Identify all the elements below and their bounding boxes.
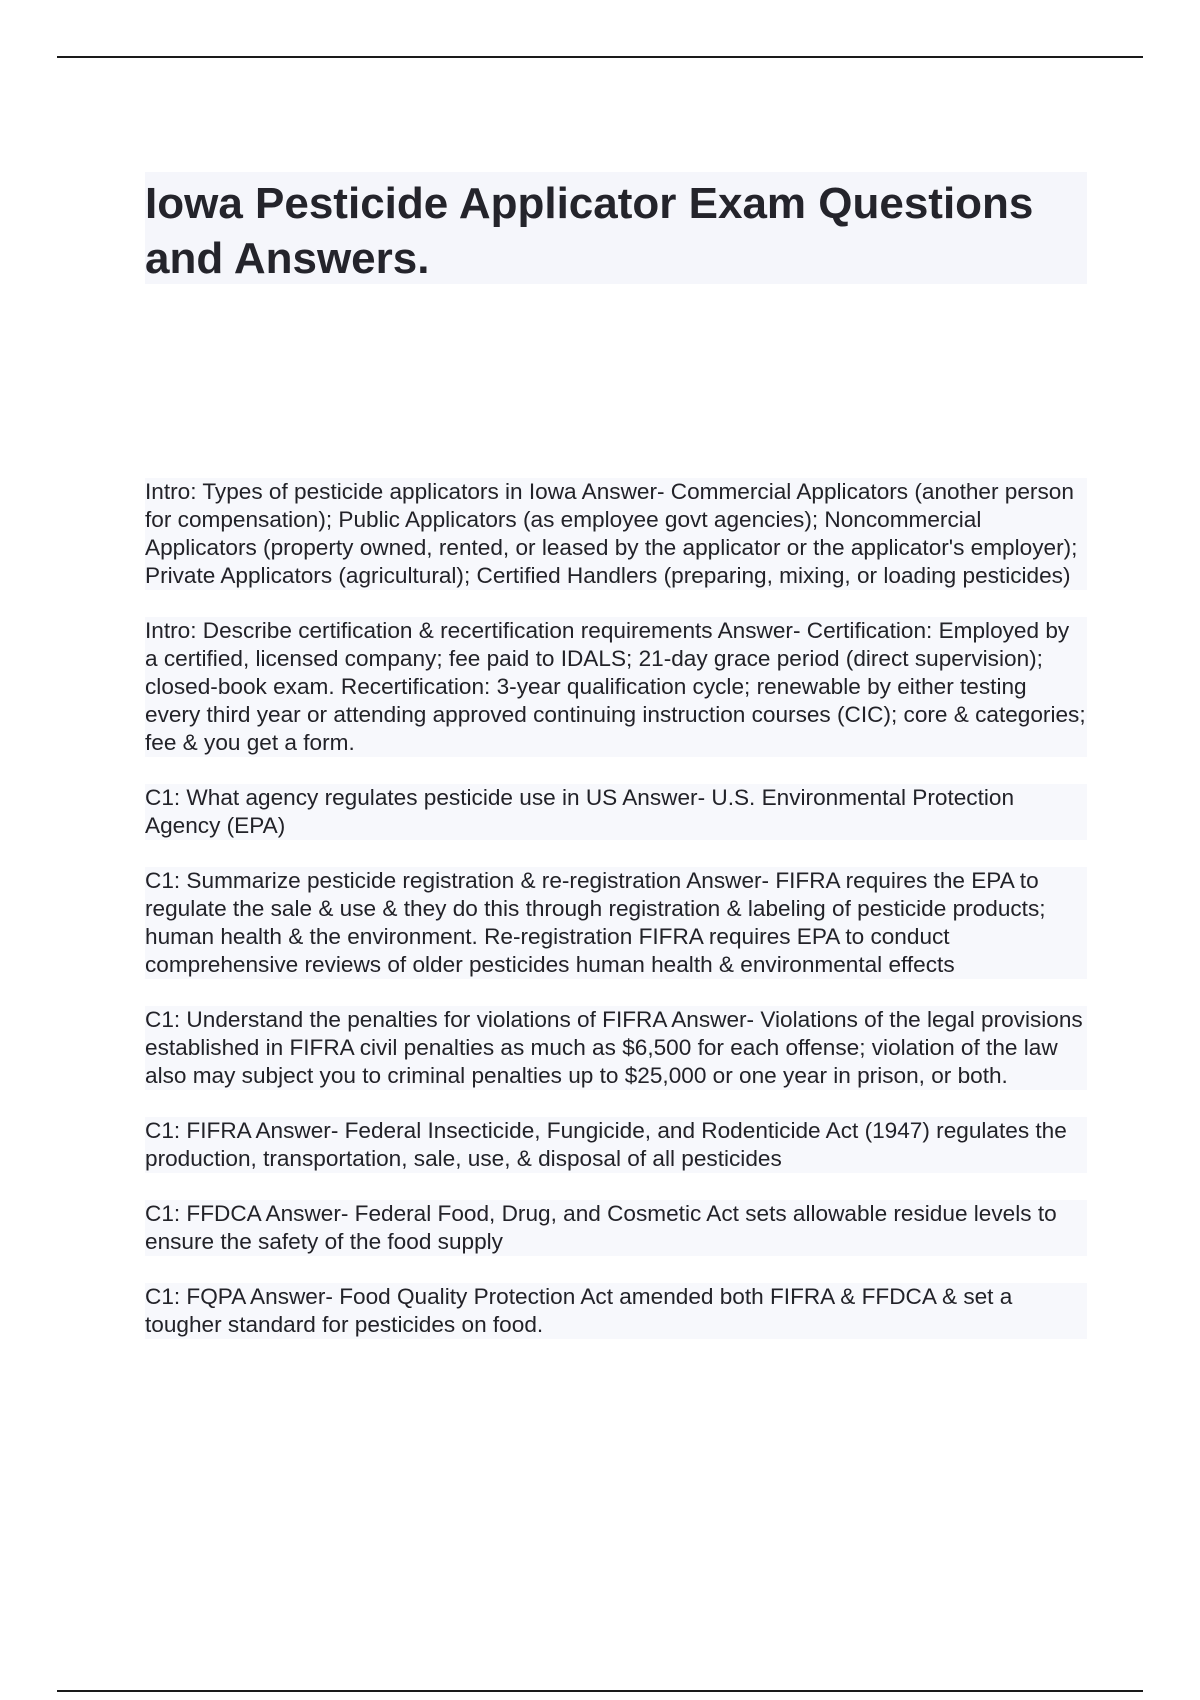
- qa-entry-5: C1: Understand the penalties for violations of FIFRA Answer- Violations of the legal provisions established in FIFRA civil penalties as much as $6,500 for each offense; violation of the law also may subject you to criminal penalties up to $25,000 or one year in prison, or both.: [145, 1006, 1087, 1090]
- qa-entry-7: C1: FFDCA Answer- Federal Food, Drug, and Cosmetic Act sets allowable residue levels to ensure the safety of the food supply: [145, 1200, 1087, 1256]
- qa-entry-8: C1: FQPA Answer- Food Quality Protection Act amended both FIFRA & FFDCA & set a tougher standard for pesticides on food.: [145, 1283, 1087, 1339]
- top-rule: [57, 56, 1143, 58]
- qa-entry-3: C1: What agency regulates pesticide use in US Answer- U.S. Environmental Protection Agency (EPA): [145, 784, 1087, 840]
- qa-entry-1: Intro: Types of pesticide applicators in Iowa Answer- Commercial Applicators (another person for compensation); Public Applicators (as employee govt agencies); Noncommercial Applicators (property owned, rented, or leased by the applicator or the applicator's employer); Private Applicators (agricultural); Certified Handlers (preparing, mixing, or loading pesticides): [145, 478, 1087, 590]
- qa-entry-4: C1: Summarize pesticide registration & re-registration Answer- FIFRA requires the EPA to regulate the sale & use & they do this through registration & labeling of pesticide products; human health & the environment. Re-registration FIFRA requires EPA to conduct comprehensive reviews of older pesticides human health & environmental effects: [145, 867, 1087, 979]
- qa-entry-2: Intro: Describe certification & recertification requirements Answer- Certification: Employed by a certified, licensed company; fee paid to IDALS; 21-day grace period (direct supervision); closed-book exam. Recertification: 3-year qualification cycle; renewable by either testing every third year or attending approved continuing instruction courses (CIC); core & categories; fee & you get a form.: [145, 618, 1086, 755]
- bottom-rule: [57, 1690, 1143, 1692]
- title-block: [145, 172, 1087, 284]
- qa-list: [145, 478, 1087, 1366]
- page-title: Iowa Pesticide Applicator Exam Questions and Answers.: [145, 179, 1034, 283]
- qa-entry-6: C1: FIFRA Answer- Federal Insecticide, Fungicide, and Rodenticide Act (1947) regulates the production, transportation, sale, use, & disposal of all pesticides: [145, 1117, 1087, 1173]
